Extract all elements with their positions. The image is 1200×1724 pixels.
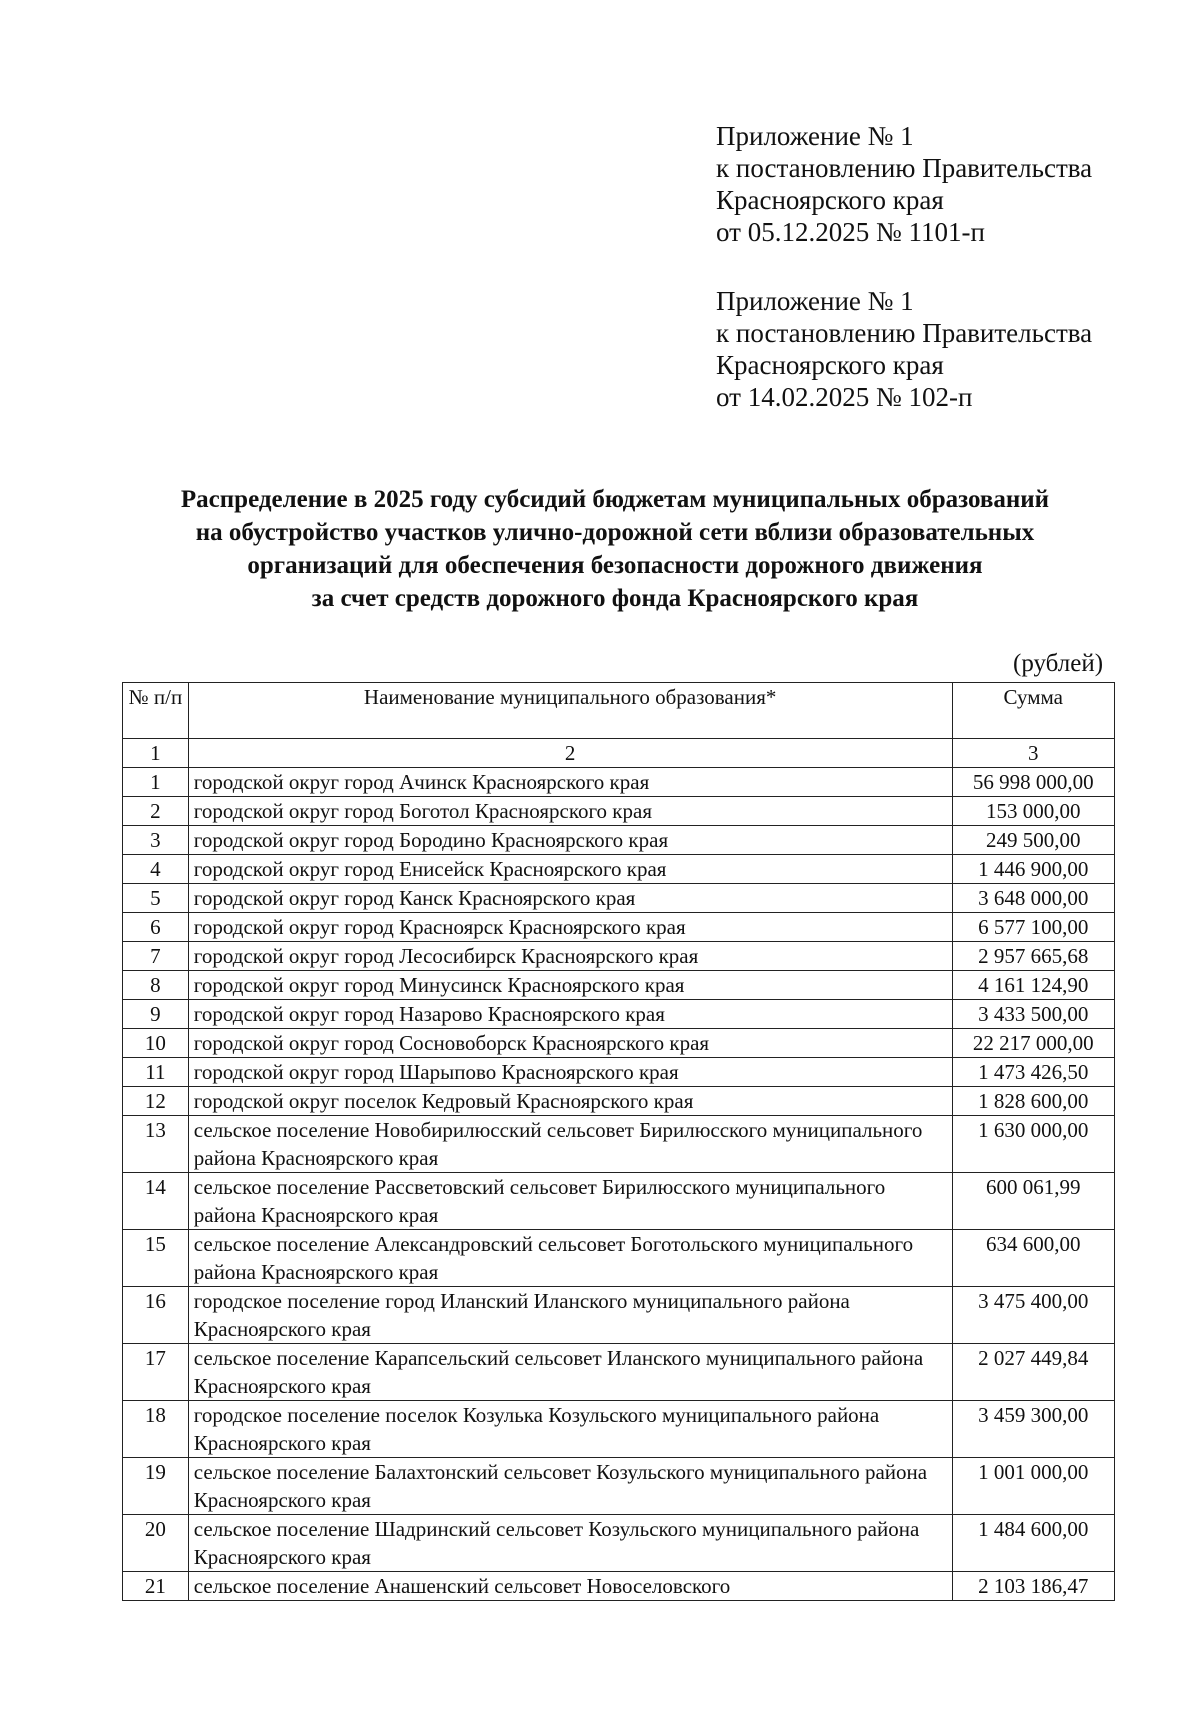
- table-row: [123, 1029, 1115, 1058]
- subsidy-amount: 3 459 300,00: [952, 1401, 1115, 1458]
- table-row: [123, 1087, 1115, 1116]
- column-number-row: [123, 739, 1115, 768]
- subsidy-amount: 3 433 500,00: [952, 1000, 1115, 1029]
- subsidy-amount: 1 484 600,00: [952, 1515, 1115, 1572]
- table-row: [123, 1116, 1115, 1173]
- appendix-line: к постановлению Правительства: [716, 318, 1093, 348]
- row-number: 5: [123, 884, 189, 913]
- municipality-name: сельское поселение Карапсельский сельсовет Иланского муниципального района Красноярского края: [188, 1344, 952, 1401]
- municipality-name: городской округ город Боготол Красноярского края: [188, 797, 952, 826]
- table-row: [123, 971, 1115, 1000]
- table-row: [123, 768, 1115, 797]
- title-line: на обустройство участков улично-дорожной сети вблизи образовательных: [195, 519, 1035, 546]
- table-row: [123, 1401, 1115, 1458]
- table-row: [123, 942, 1115, 971]
- municipality-name: городской округ город Шарыпово Красноярского края: [188, 1058, 952, 1087]
- row-number: 4: [123, 855, 189, 884]
- table-row: [123, 1287, 1115, 1344]
- row-number: 21: [123, 1572, 189, 1601]
- municipality-name: городской округ город Минусинск Красноярского края: [188, 971, 952, 1000]
- subsidy-amount: 153 000,00: [952, 797, 1115, 826]
- title-line: организаций для обеспечения безопасности дорожного движения: [247, 552, 983, 579]
- table-header-row: [123, 683, 1115, 739]
- subsidy-amount: 56 998 000,00: [952, 768, 1115, 797]
- column-number: 2: [188, 739, 952, 768]
- appendix-line: от 05.12.2025 № 1101-п: [716, 217, 985, 247]
- municipality-name: сельское поселение Балахтонский сельсовет Козульского муниципального района Красноярского края: [188, 1458, 952, 1515]
- table-row: [123, 1230, 1115, 1287]
- table-body: [123, 739, 1115, 1601]
- row-number: 13: [123, 1116, 189, 1173]
- municipality-name: сельское поселение Александровский сельсовет Боготольского муниципального района Красноярского края: [188, 1230, 952, 1287]
- municipality-name: городской округ город Назарово Красноярского края: [188, 1000, 952, 1029]
- municipality-name: городской округ поселок Кедровый Красноярского края: [188, 1087, 952, 1116]
- table-row: [123, 1344, 1115, 1401]
- subsidy-amount: 22 217 000,00: [952, 1029, 1115, 1058]
- subsidy-amount: 249 500,00: [952, 826, 1115, 855]
- appendix-line: Красноярского края: [716, 185, 944, 215]
- municipality-name: городской округ город Красноярск Красноярского края: [188, 913, 952, 942]
- appendix-line: Приложение № 1: [716, 286, 914, 316]
- table-row: [123, 913, 1115, 942]
- municipality-name: городское поселение город Иланский Иланского муниципального района Красноярского края: [188, 1287, 952, 1344]
- subsidy-amount: 2 957 665,68: [952, 942, 1115, 971]
- row-number: 10: [123, 1029, 189, 1058]
- row-number: 9: [123, 1000, 189, 1029]
- title-line: Распределение в 2025 году субсидий бюджетам муниципальных образований: [180, 486, 1050, 513]
- appendix-reference-current: [716, 120, 1092, 248]
- subsidy-amount: 1 630 000,00: [952, 1116, 1115, 1173]
- document-title: [100, 483, 1130, 615]
- table-row: [123, 1000, 1115, 1029]
- subsidy-amount: 600 061,99: [952, 1173, 1115, 1230]
- table-row: [123, 1058, 1115, 1087]
- municipality-name: городское поселение поселок Козулька Козульского муниципального района Красноярского края: [188, 1401, 952, 1458]
- appendix-line: Приложение № 1: [716, 121, 914, 151]
- subsidy-amount: 4 161 124,90: [952, 971, 1115, 1000]
- table-row: [123, 826, 1115, 855]
- municipality-name: городской округ город Бородино Красноярского края: [188, 826, 952, 855]
- header-number: № п/п: [123, 683, 189, 739]
- municipality-name: городской округ город Енисейск Красноярского края: [188, 855, 952, 884]
- row-number: 16: [123, 1287, 189, 1344]
- row-number: 11: [123, 1058, 189, 1087]
- title-line: за счет средств дорожного фонда Красноярского края: [311, 585, 919, 612]
- row-number: 3: [123, 826, 189, 855]
- row-number: 14: [123, 1173, 189, 1230]
- row-number: 20: [123, 1515, 189, 1572]
- appendix-line: от 14.02.2025 № 102-п: [716, 382, 973, 412]
- row-number: 7: [123, 942, 189, 971]
- header-sum: Сумма: [952, 683, 1115, 739]
- column-number: 1: [123, 739, 189, 768]
- header-name: Наименование муниципального образования*: [188, 683, 952, 739]
- appendix-line: к постановлению Правительства: [716, 153, 1093, 183]
- subsidy-amount: 3 475 400,00: [952, 1287, 1115, 1344]
- subsidy-amount: 634 600,00: [952, 1230, 1115, 1287]
- subsidy-amount: 1 446 900,00: [952, 855, 1115, 884]
- subsidy-amount: 1 473 426,50: [952, 1058, 1115, 1087]
- municipality-name: городской округ город Канск Красноярского края: [188, 884, 952, 913]
- subsidy-amount: 2 103 186,47: [952, 1572, 1115, 1601]
- municipality-name: городской округ город Лесосибирск Красноярского края: [188, 942, 952, 971]
- subsidy-amount: 2 027 449,84: [952, 1344, 1115, 1401]
- subsidy-table: [122, 682, 1115, 1601]
- row-number: 19: [123, 1458, 189, 1515]
- row-number: 17: [123, 1344, 189, 1401]
- row-number: 2: [123, 797, 189, 826]
- table-row: [123, 1458, 1115, 1515]
- table-row: [123, 884, 1115, 913]
- row-number: 12: [123, 1087, 189, 1116]
- row-number: 8: [123, 971, 189, 1000]
- municipality-name: городской округ город Ачинск Красноярского края: [188, 768, 952, 797]
- subsidy-amount: 1 828 600,00: [952, 1087, 1115, 1116]
- subsidy-amount: 3 648 000,00: [952, 884, 1115, 913]
- table-row: [123, 1572, 1115, 1601]
- column-number: 3: [952, 739, 1115, 768]
- subsidy-amount: 1 001 000,00: [952, 1458, 1115, 1515]
- row-number: 1: [123, 768, 189, 797]
- units-label: (рублей): [1013, 650, 1104, 677]
- municipality-name: городской округ город Сосновоборск Красноярского края: [188, 1029, 952, 1058]
- municipality-name: сельское поселение Рассветовский сельсовет Бирилюсского муниципального района Красноярского края: [188, 1173, 952, 1230]
- table-row: [123, 797, 1115, 826]
- row-number: 15: [123, 1230, 189, 1287]
- municipality-name: сельское поселение Новобирилюсский сельсовет Бирилюсского муниципального района Красноярского края: [188, 1116, 952, 1173]
- table-row: [123, 1173, 1115, 1230]
- subsidy-amount: 6 577 100,00: [952, 913, 1115, 942]
- row-number: 6: [123, 913, 189, 942]
- municipality-name: сельское поселение Шадринский сельсовет Козульского муниципального района Красноярского края: [188, 1515, 952, 1572]
- table-row: [123, 1515, 1115, 1572]
- table-row: [123, 855, 1115, 884]
- appendix-line: Красноярского края: [716, 350, 944, 380]
- municipality-name: сельское поселение Анашенский сельсовет Новоселовского: [188, 1572, 952, 1601]
- row-number: 18: [123, 1401, 189, 1458]
- appendix-reference-original: [716, 285, 1092, 413]
